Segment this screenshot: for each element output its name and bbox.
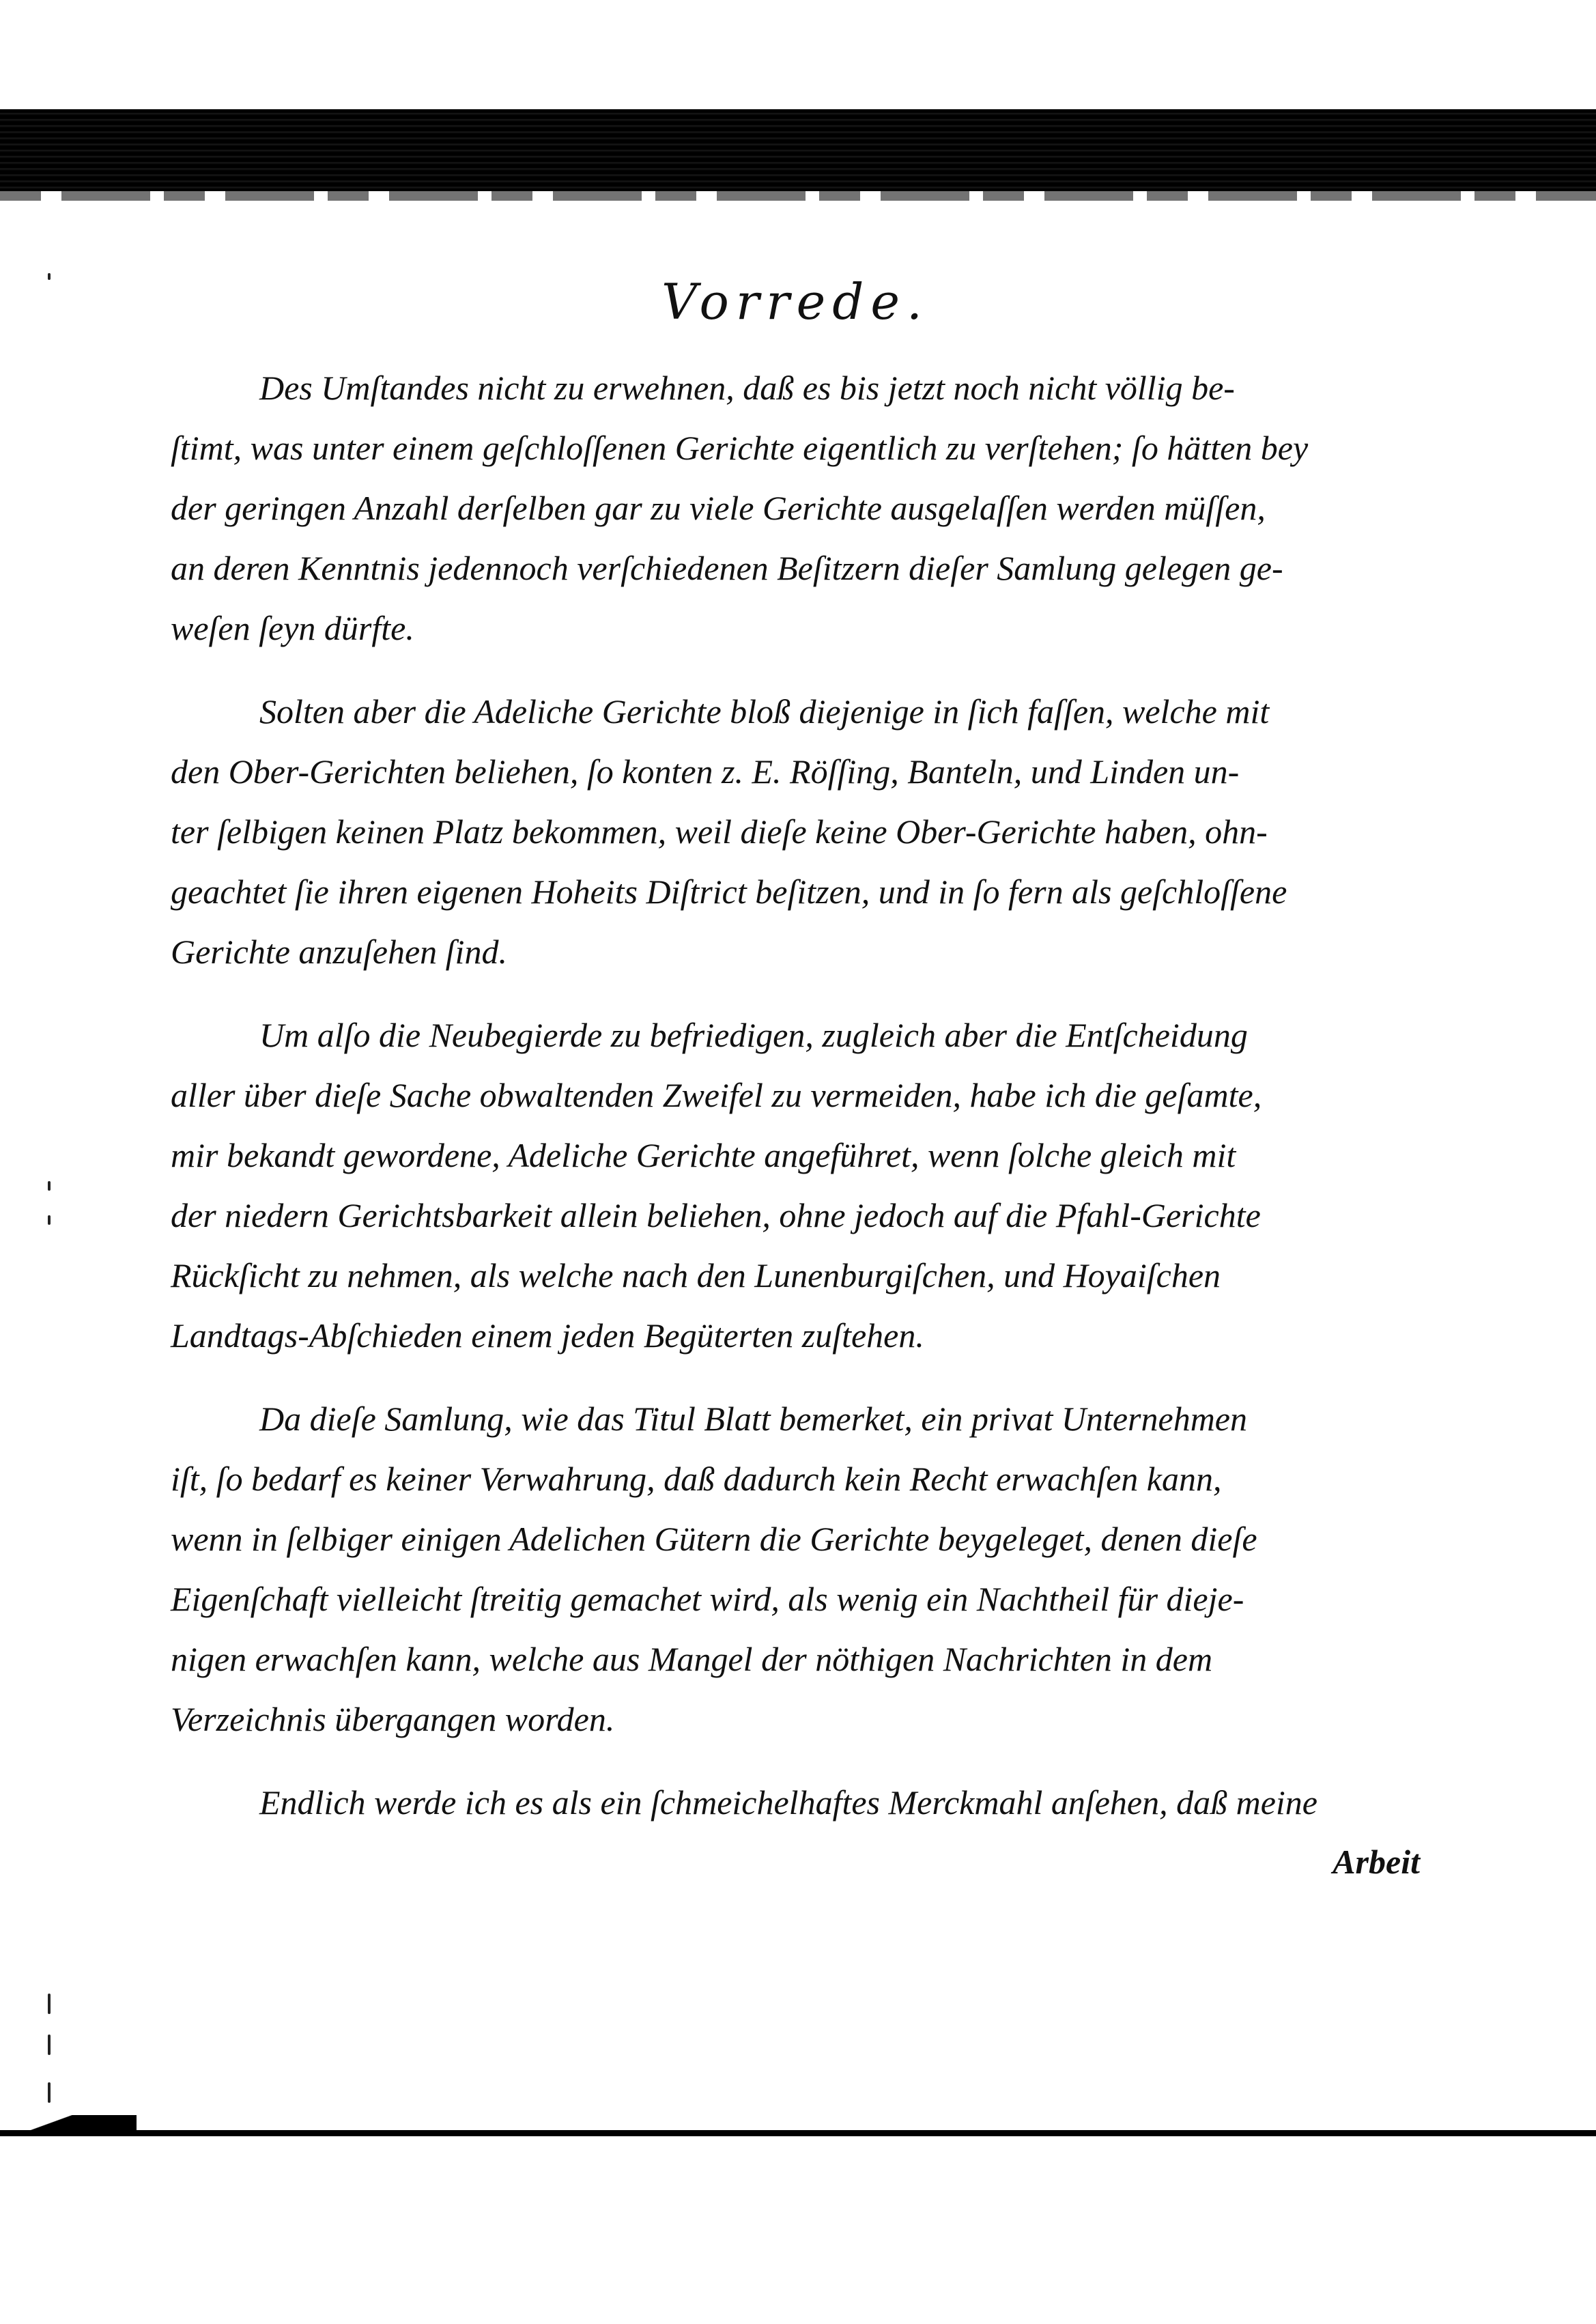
paragraph-4: Da dieſe Samlung, wie das Titul Blatt bemerket, ein privat Unternehmen iſt, ſo bedarf es keiner Verwahrung, daß dadurch kein Recht erwachſen kann, wenn in ſelbiger einigen Adelichen Gütern die Gerichte beygeleget, denen dieſe Eigenſchaft vielleicht ſtreitig gemachet wird, als wenig ein Nachtheil für dieje- nigen erwachſen kann, welche aus Mangel der nöthigen Nachrichten in dem Verzeichnis übergangen worden. [171,1400,1257,1738]
margin-mark [48,1181,51,1191]
paragraph-1: Des Umſtandes nicht zu erwehnen, daß es bis jetzt noch nicht völlig be- ſtimt, was unter einem geſchloſſenen Gerichte eigentlich zu verſtehen; ſo hätten bey der geringen Anzahl derſelben gar zu viele Gerichte ausgelaſſen werden müſſen, an deren Kenntnis jedennoch verſchiedenen Beſitzern dieſer Samlung gelegen ge- weſen ſeyn dürfte. [171,369,1309,647]
catchword: Arbeit [1333,1843,1420,1881]
paragraph-3: Um alſo die Neubegierde zu befriedigen, zugleich aber die Entſcheidung aller über dieſe Sache obwaltenden Zweifel zu vermeiden, habe ich die geſamte, mir bekandt gewordene, Adeliche Gerichte angeführet, wenn ſolche gleich mit der niedern Gerichtsbarkeit allein beliehen, ohne jedoch auf die Pfahl-Gerichte Rückſicht zu nehmen, als welche nach den Lunenburgiſchen, und Hoyaiſchen Landtags-Abſchieden einem jeden Begüterten zuſtehen. [171,1016,1262,1355]
margin-mark [48,2035,51,2055]
paragraph-5: Endlich werde ich es als ein ſchmeichelhaftes Merckmahl anſehen, daß meine [259,1783,1317,1822]
margin-mark [48,273,51,280]
document-page [171,273,1420,1882]
page-heading: Vorrede. [661,273,929,330]
bottom-border-rule [0,2130,1596,2136]
top-border-band [0,109,1596,191]
paragraph-2: Solten aber die Adeliche Gerichte bloß diejenige in ſich faſſen, welche mit den Ober-Gerichten beliehen, ſo konten z. E. Röſſing, Banteln, und Linden un- ter ſelbigen keinen Platz bekommen, weil dieſe keine Ober-Gerichte haben, ohn- geachtet ſie ihren eigenen Hoheits Diſtrict beſitzen, und in ſo fern als geſchloſſene Gerichte anzuſehen ſind. [171,692,1287,971]
margin-mark [48,1215,51,1225]
margin-mark [48,1994,51,2014]
margin-mark [48,2082,51,2103]
